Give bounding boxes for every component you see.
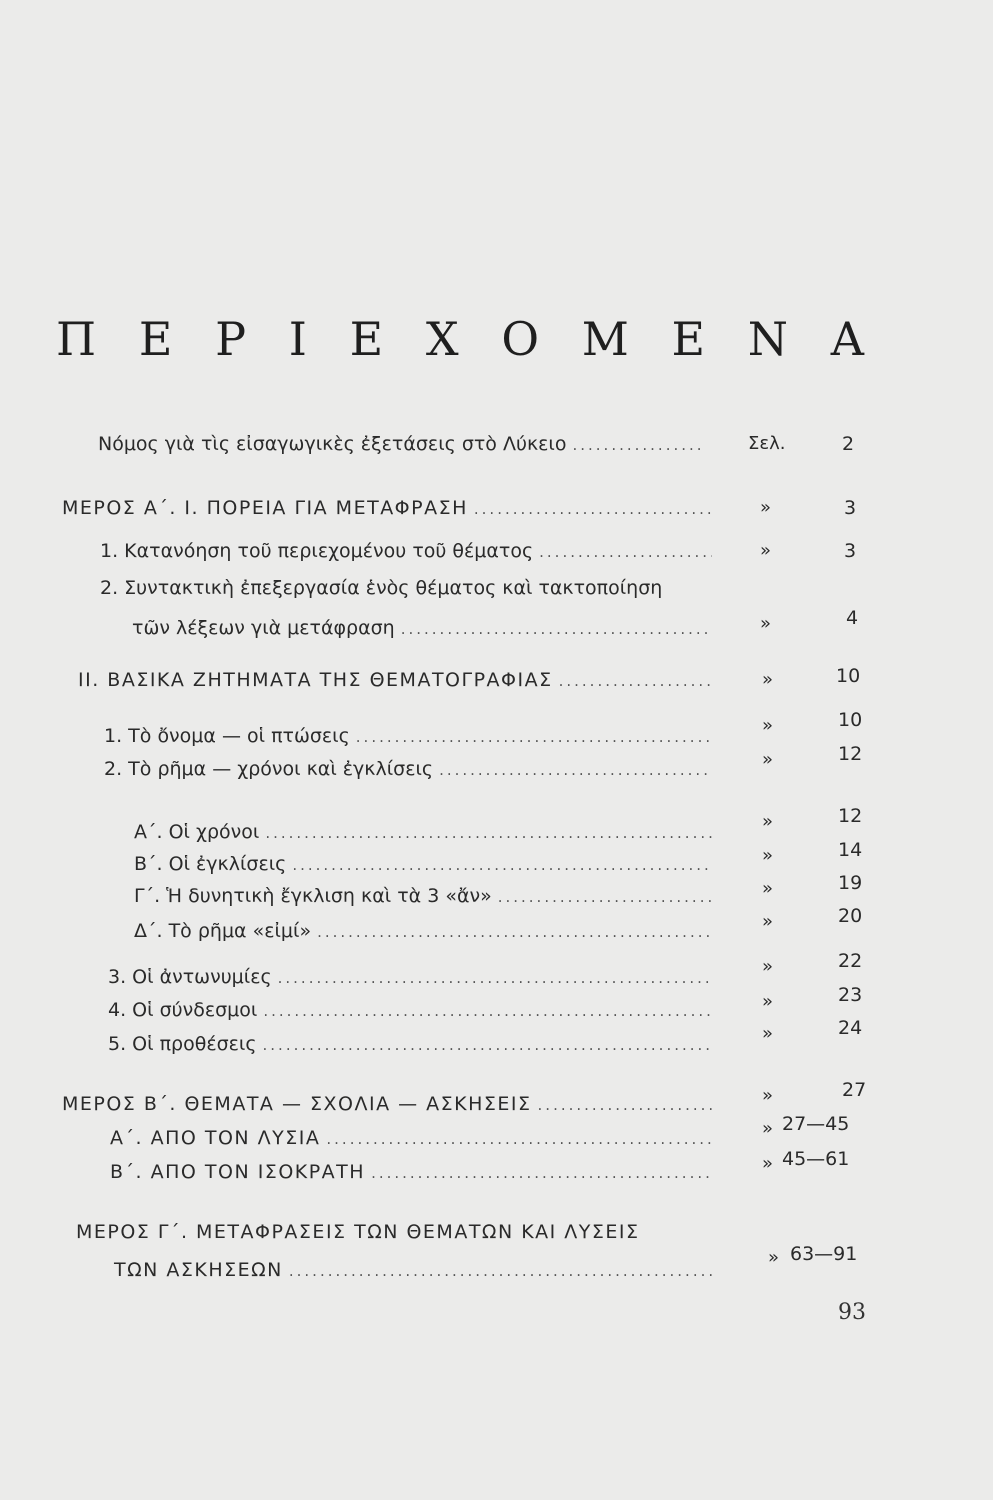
toc-entry (62, 494, 718, 522)
toc-entry-label: ΜΕΡΟΣ Γ΄. ΜΕΤΑΦΡΑΣΕΙΣ ΤΩΝ ΘΕΜΑΤΩΝ ΚΑΙ ΛΥΣΕΙΣ (76, 1221, 640, 1243)
toc-entry-page: 22 (838, 950, 863, 972)
toc-entry-mark: » (768, 1247, 780, 1268)
toc-entry-mark: » (762, 1023, 774, 1044)
toc-entry-mark: » (762, 845, 774, 866)
toc-entry (104, 755, 718, 783)
toc-entry (108, 996, 718, 1024)
title-letter: Ι (288, 312, 307, 366)
toc-entry (110, 1124, 718, 1152)
page-title (56, 312, 864, 366)
toc-entry (62, 1090, 718, 1118)
toc-entry-page: 3 (844, 540, 857, 562)
leader-dots (265, 819, 712, 847)
toc-entry-mark: » (762, 749, 774, 770)
toc-entry-page: 2 (842, 433, 855, 455)
title-letter: Ε (138, 312, 173, 366)
toc-entry (98, 430, 710, 458)
toc-entry (78, 666, 718, 694)
toc-entry-page: 45—61 (782, 1148, 850, 1170)
title-letter: Χ (425, 312, 459, 366)
toc-entry (100, 537, 718, 565)
toc-entry-label: ΜΕΡΟΣ Α΄. Ι. ΠΟΡΕΙΑ ΓΙΑ ΜΕΤΑΦΡΑΣΗ (62, 497, 468, 519)
title-letter: Ρ (215, 312, 247, 366)
toc-entry-label: ΙΙ. ΒΑΣΙΚΑ ΖΗΤΗΜΑΤΑ ΤΗΣ ΘΕΜΑΤΟΓΡΑΦΙΑΣ (78, 669, 553, 691)
toc-entry-label: Νόμος γιὰ τὶς εἰσαγωγικὲς ἐξετάσεις στὸ Λύκειο (98, 433, 567, 455)
toc-entry-label: Β΄. ΑΠΟ ΤΟΝ ΙΣΟΚΡΑΤΗ (110, 1161, 366, 1183)
leader-dots (572, 431, 704, 459)
toc-entry-mark: » (762, 1085, 774, 1106)
leader-dots (498, 883, 712, 911)
toc-entry-label: ΤΩΝ ΑΣΚΗΣΕΩΝ (114, 1259, 283, 1281)
toc-entry (134, 818, 718, 846)
toc-entry-page: 23 (838, 984, 863, 1006)
page-number: 93 (838, 1300, 866, 1325)
toc-entry (132, 614, 718, 642)
toc-entry-mark: » (760, 497, 772, 518)
toc-entry-label: 5. Οἱ προθέσεις (108, 1033, 257, 1055)
toc-entry-label: Β΄. Οἱ ἐγκλίσεις (134, 853, 287, 875)
toc-entry (110, 1158, 718, 1186)
title-letter: Ν (747, 312, 789, 366)
toc-entry-mark: » (762, 1118, 774, 1139)
toc-entry-page: 27—45 (782, 1113, 850, 1135)
toc-entry (134, 850, 718, 878)
toc-entry-label: 2. Συντακτικὴ ἐπεξεργασία ἑνὸς θέματος καὶ τακτοποίηση (100, 577, 663, 599)
title-letter: Μ (581, 312, 629, 366)
title-letter: Ε (671, 312, 706, 366)
toc-entry-label: Δ΄. Τὸ ρῆμα «εἰμί» (134, 920, 312, 942)
leader-dots (371, 1159, 712, 1187)
toc-entry-mark: » (762, 991, 774, 1012)
leader-dots (401, 615, 712, 643)
toc-entry (134, 882, 718, 910)
toc-entry-page: 14 (838, 839, 863, 861)
toc-entry-label: 3. Οἱ ἀντωνυμίες (108, 966, 272, 988)
toc-entry-mark: » (762, 1153, 774, 1174)
toc-entry-page: 10 (836, 665, 861, 687)
toc-entry-label: 1. Κατανόηση τοῦ περιεχομένου τοῦ θέματος (100, 540, 534, 562)
toc-entry-page: 19 (838, 872, 863, 894)
toc-entry-mark: » (760, 613, 772, 634)
leader-dots (263, 1031, 712, 1059)
title-letter: Α (830, 312, 864, 366)
toc-entry-page: 27 (842, 1079, 867, 1101)
leader-dots (439, 756, 712, 784)
leader-dots (263, 997, 712, 1025)
toc-entry-label: Α΄. ΑΠΟ ΤΟΝ ΛΥΣΙΑ (110, 1127, 321, 1149)
toc-entry (108, 1030, 718, 1058)
toc-entry-mark: » (762, 715, 774, 736)
leader-dots (474, 495, 712, 523)
toc-entry-page: 12 (838, 743, 863, 765)
leader-dots (317, 918, 712, 946)
toc-entry-mark: » (762, 811, 774, 832)
toc-entry-page: 24 (838, 1017, 863, 1039)
toc-entry-mark: Σελ. (748, 433, 786, 454)
toc-entry (108, 963, 718, 991)
title-letter: Ε (349, 312, 384, 366)
toc-entry-label: 4. Οἱ σύνδεσμοι (108, 999, 258, 1021)
leader-dots (278, 964, 712, 992)
title-letter: Π (56, 312, 97, 366)
leader-dots (326, 1125, 712, 1153)
toc-entry-mark: » (762, 956, 774, 977)
leader-dots (289, 1257, 716, 1285)
toc-entry-mark: » (762, 911, 774, 932)
leader-dots (538, 1091, 712, 1119)
toc-entry-mark: » (760, 540, 772, 561)
toc-entry-label: 2. Τὸ ρῆμα — χρόνοι καὶ ἐγκλίσεις (104, 758, 434, 780)
toc-entry (104, 722, 718, 750)
toc-entry-label: ΜΕΡΟΣ Β΄. ΘΕΜΑΤΑ — ΣΧΟΛΙΑ — ΑΣΚΗΣΕΙΣ (62, 1093, 532, 1115)
toc-entry-label: Γ΄. Ἡ δυνητικὴ ἔγκλιση καὶ τὰ 3 «ἄν» (134, 885, 492, 907)
toc-entry-page: 12 (838, 805, 863, 827)
toc-entry-label: τῶν λέξεων γιὰ μετάφραση (132, 617, 395, 639)
toc-entry-mark: » (762, 669, 774, 690)
toc-entry-label: Α΄. Οἱ χρόνοι (134, 821, 260, 843)
leader-dots (292, 851, 712, 879)
toc-entry (114, 1256, 722, 1284)
toc-entry-page: 10 (838, 709, 863, 731)
toc-entry-page: 63—91 (790, 1243, 858, 1265)
title-letter: Ο (501, 312, 540, 366)
toc-entry-mark: » (762, 878, 774, 899)
leader-dots (559, 667, 712, 695)
toc-entry-page: 4 (846, 607, 859, 629)
toc-entry (134, 917, 718, 945)
toc-entry-page: 3 (844, 497, 857, 519)
toc-entry-label: 1. Τὸ ὄνομα — οἱ πτώσεις (104, 725, 350, 747)
leader-dots (356, 723, 712, 751)
toc-entry-page: 20 (838, 905, 863, 927)
leader-dots (539, 538, 712, 566)
